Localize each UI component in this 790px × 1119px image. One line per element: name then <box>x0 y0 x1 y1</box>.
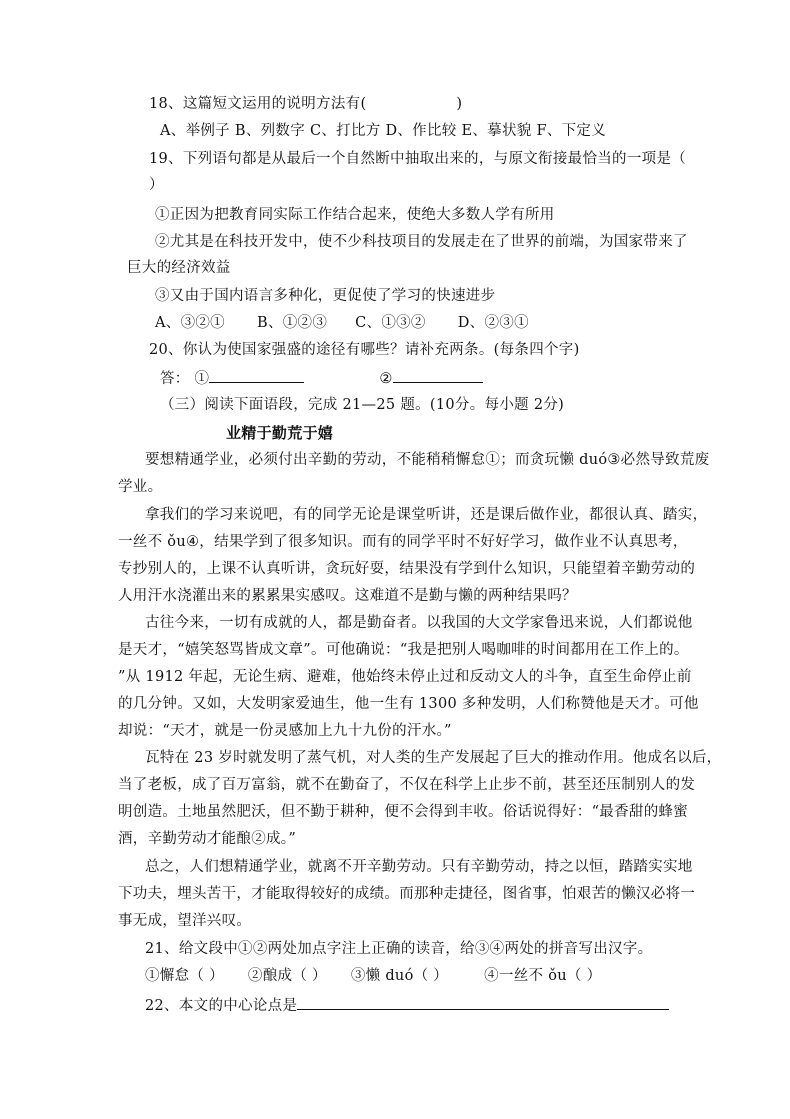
question-19-options <box>155 313 529 333</box>
paragraph-2: 拿我们的学习来说吧，有的同学无论是课堂听讲，还是课后做作业，都很认真、踏实， <box>145 507 708 523</box>
question-19-sentence-2: ②尤其是在科技开发中，使不少科技项目的发展走在了世界的前端，为国家带来了 <box>155 234 688 250</box>
option-b: B、①②③ <box>256 315 328 331</box>
paragraph-2-line-3: 专抄别人的，上课不认真听讲，贪玩好耍，结果没有学到什么知识，只能望着辛勤劳动的 <box>118 561 696 577</box>
answer-blank-1[interactable] <box>209 368 304 383</box>
answer-1[interactable]: ①懈怠（ ） <box>145 968 224 984</box>
answer-blank-2[interactable] <box>393 368 483 383</box>
question-18-stem: 18、这篇短文运用的说明方法有( ) <box>149 96 463 112</box>
option-a: A、③②① <box>155 315 225 331</box>
question-20-answer: 答： ① ② <box>160 368 483 389</box>
paragraph-4-line-3: 明创造。土地虽然肥沃，但不勤于耕种，便不会得到丰收。俗话说得好：“最香甜的蜂蜜 <box>118 804 689 820</box>
question-19-stem: 19、下列语句都是从最后一个自然断中抽取出来的，与原文衔接最恰当的一项是（ <box>149 151 687 167</box>
question-19-sentence-1: ①正因为把教育同实际工作结合起来，使绝大多数人学有所用 <box>155 207 555 223</box>
paragraph-3-line-3: ”从 1912 年起，无论生病、避难，他始终未停止过和反动文人的斗争，直至生命停止前 <box>118 669 692 685</box>
paragraph-5-line-3: 事无成，望洋兴叹。 <box>118 913 252 929</box>
paragraph-1-cont: 学业。 <box>118 479 163 495</box>
paragraph-2-line-4: 人用汗水浇灌出来的累累果实感叹。这难道不是勤与懒的两种结果吗？ <box>118 588 577 604</box>
question-18-options: A、举例子 B、列数字 C、打比方 D、作比较 E、摹状貌 F、下定义 <box>160 123 607 139</box>
article-title: 业精于勤荒于嬉 <box>226 424 334 442</box>
question-20-stem: 20、你认为使国家强盛的途径有哪些？请补充两条。(每条四个字) <box>149 342 580 358</box>
question-19-sentence-3: ③又由于国内语言多种化，更促使了学习的快速进步 <box>155 288 496 304</box>
paragraph-4-line-2: 当了老板，成了百万富翁，就不在勤奋了，不仅在科学上止步不前，甚至还压制别人的发 <box>118 777 696 793</box>
question-21-stem: 21、给文段中①②两处加点字注上正确的读音，给③④两处的拼音写出汉字。 <box>145 941 653 957</box>
paragraph-4-line-4: 酒，辛勤劳动才能酿②成。” <box>118 831 297 847</box>
answer-4[interactable]: ④一丝不 ǒu（ ） <box>484 968 602 984</box>
paragraph-3: 古往今来，一切有成就的人，都是勤奋者。以我国的大文学家鲁迅来说，人们都说他 <box>145 615 693 631</box>
question-21-answers <box>145 966 601 986</box>
paragraph-5-line-2: 下功夫，埋头苦干，才能取得较好的成绩。而那种走捷径，图省事，怕艰苦的懒汉必将一 <box>118 886 696 902</box>
option-d: D、②③① <box>457 315 529 331</box>
answer-3[interactable]: ③懒 duó（ ） <box>350 968 449 984</box>
answer-2[interactable]: ②酿成（ ） <box>247 968 327 984</box>
section-3-heading: （三）阅读下面语段，完成 21—25 题。(10分。每小题 2分) <box>160 397 565 413</box>
paragraph-2-line-2: 一丝不 ǒu④，结果学到了很多知识。而有的同学平时不好好学习，做作业不认真思考， <box>118 534 688 550</box>
question-19-stem-end: ） <box>149 177 164 193</box>
option-c: C、①③② <box>355 315 426 331</box>
paragraph-4: 瓦特在 23 岁时就发明了蒸气机，对人类的生产发展起了巨大的推动作用。他成名以后， <box>145 750 722 766</box>
central-thesis-blank[interactable] <box>297 995 669 1010</box>
question-19-sentence-2-cont: 巨大的经济效益 <box>127 260 231 276</box>
paragraph-5: 总之，人们想精通学业，就离不开辛勤劳动。只有辛勤劳动，持之以恒，踏踏实实地 <box>145 859 693 875</box>
paragraph-1: 要想精通学业，必须付出辛勤的劳动，不能稍稍懈怠①；而贪玩懒 duó③必然导致荒废 <box>145 452 710 468</box>
paragraph-3-line-4: 的几分钟。又如，大发明家爱迪生，他一生有 1300 多种发明，人们称赞他是天才。可他 <box>118 696 699 712</box>
question-22: 22、本文的中心论点是 <box>145 995 669 1016</box>
paragraph-3-line-5: 却说：“天才，就是一份灵感加上九十九份的汗水。” <box>118 723 452 739</box>
paragraph-3-line-2: 是天才，“嬉笑怒骂皆成文章”。可他确说：“我是把别人喝咖啡的时间都用在工作上的。 <box>118 642 689 658</box>
